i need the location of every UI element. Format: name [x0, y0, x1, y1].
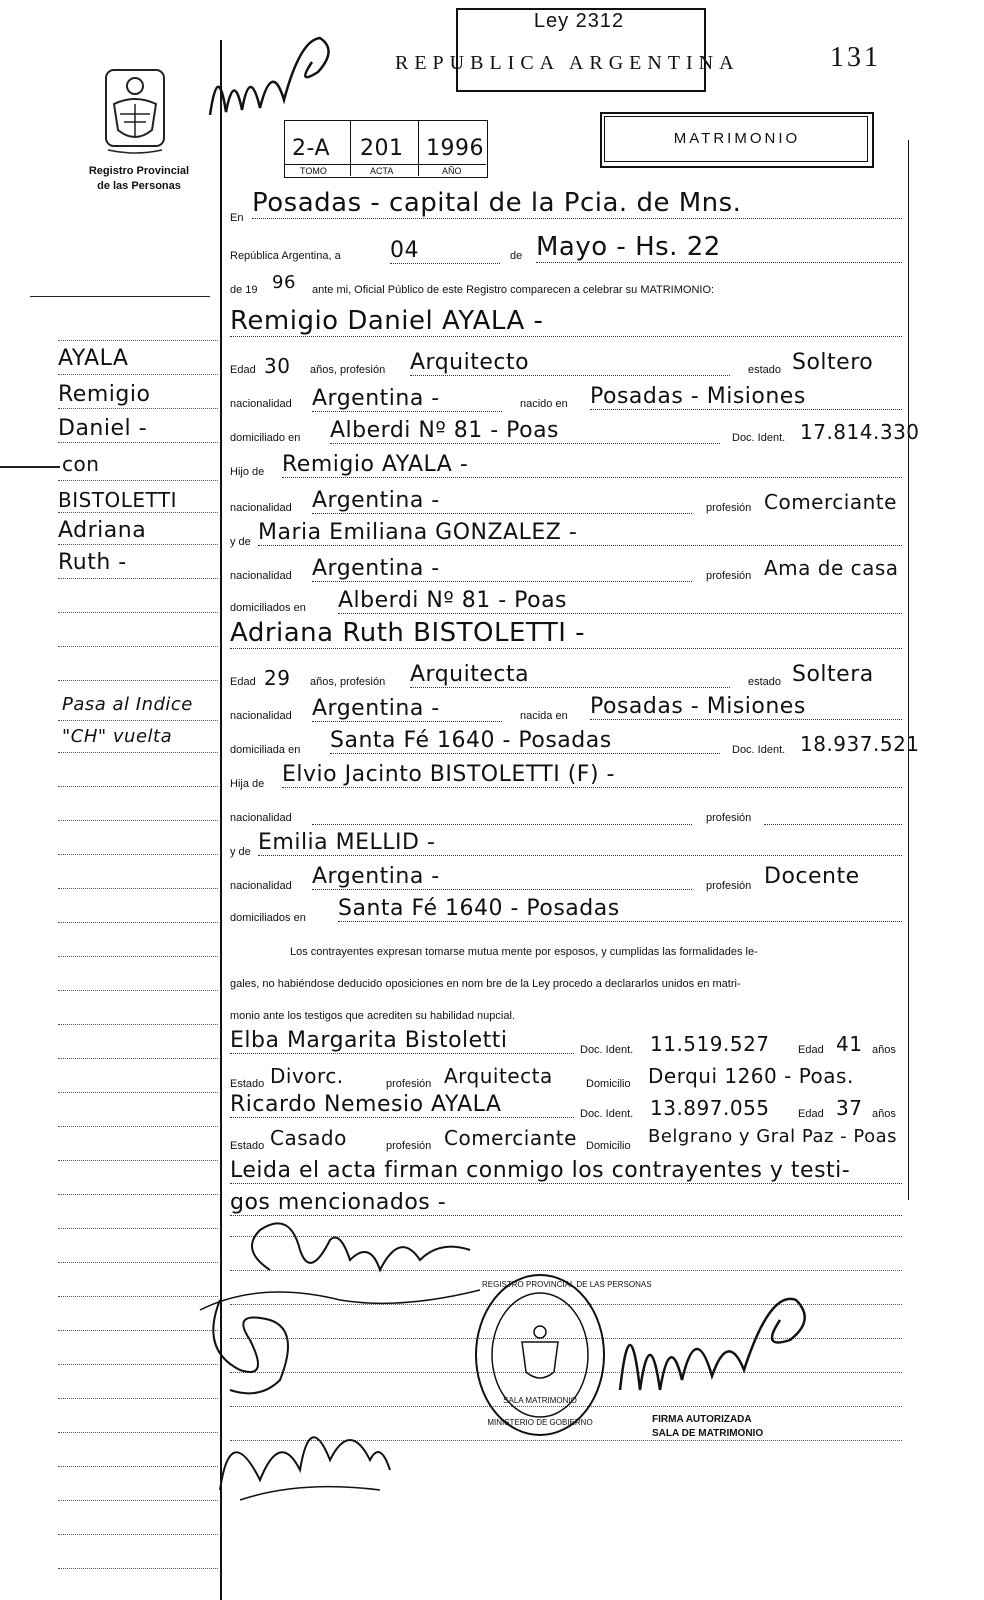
- witness2-doc-label: Doc. Ident.: [580, 1108, 634, 1120]
- witness2-prof-label: profesión: [386, 1140, 432, 1152]
- seal-inner-text: SALA MATRIMONIO: [503, 1396, 577, 1405]
- witness1-doc-label: Doc. Ident.: [580, 1044, 634, 1056]
- witness2-estado-value: Casado: [270, 1126, 347, 1150]
- right-border: [908, 140, 909, 1200]
- witness2-prof-value: Comerciante: [444, 1126, 577, 1150]
- acta-value: 201: [360, 136, 404, 161]
- witness1-estado-value: Divorc.: [270, 1064, 344, 1088]
- groom-hijo-label: Hijo de: [230, 466, 265, 478]
- witness1-dom-label: Domicilio: [586, 1078, 631, 1090]
- bride-parents-dom-value: Santa Fé 1640 - Posadas: [338, 896, 902, 922]
- bride-edad-value: 29: [264, 666, 291, 690]
- anio-label: AÑO: [442, 166, 462, 176]
- witness2-dom-label: Domicilio: [586, 1140, 631, 1152]
- groom-nacido-value: Posadas - Misiones: [590, 384, 902, 410]
- declaration-line1: Los contrayentes expresan tomarse mutua mente por esposos, y cumplidas las formalidades le-: [290, 946, 758, 958]
- declaration-line2: gales, no habiéndose deducido oposiciones en nom bre de la Ley procedo a declararlos unidos en matri-: [230, 978, 741, 990]
- contrayente-signature-2: [200, 1400, 400, 1510]
- margin-con: con: [62, 452, 100, 476]
- groom-mother-nac-value: Argentina -: [312, 556, 692, 582]
- officer-signature-bottom: [600, 1280, 820, 1410]
- groom-domicilio-label: domiciliado en: [230, 432, 301, 444]
- witness1-dom-value: Derqui 1260 - Poas.: [648, 1064, 854, 1088]
- place-value: Posadas - capital de la Pcia. de Mns.: [252, 188, 902, 219]
- groom-nacido-label: nacido en: [520, 398, 568, 410]
- groom-y-de-label: y de: [230, 536, 251, 548]
- bride-estado-value: Soltera: [792, 662, 874, 687]
- margin-groom-name1: Remigio: [58, 382, 151, 407]
- witness1-name: Elba Margarita Bistoletti: [230, 1028, 574, 1054]
- bride-domicilio-label: domiciliada en: [230, 744, 301, 756]
- witness1-edad-label: Edad: [798, 1044, 824, 1056]
- witness1-estado-label: Estado: [230, 1078, 265, 1090]
- bride-estado-label: estado: [748, 676, 782, 688]
- groom-full-name: Remigio Daniel AYALA -: [230, 306, 902, 337]
- registry-name-line1: Registro Provincial: [88, 165, 190, 177]
- groom-domicilio-value: Alberdi Nº 81 - Poas: [330, 418, 720, 444]
- witness2-name: Ricardo Nemesio AYALA: [230, 1092, 574, 1118]
- authority-stamp-line2: SALA DE MATRIMONIO: [652, 1428, 764, 1439]
- month-time-value: Mayo - Hs. 22: [536, 232, 902, 263]
- witness2-dom-value: Belgrano y Gral Paz - Poas: [648, 1126, 897, 1147]
- witness1-doc-value: 11.519.527: [650, 1032, 770, 1056]
- witness1-prof-value: Arquitecta: [444, 1064, 553, 1088]
- margin-bride-name1: Adriana: [58, 518, 147, 543]
- bride-mother-nac-value: Argentina -: [312, 864, 692, 890]
- coat-of-arms-emblem: [100, 64, 170, 156]
- witness2-doc-value: 13.897.055: [650, 1096, 770, 1120]
- bride-father-value: Elvio Jacinto BISTOLETTI (F) -: [282, 762, 902, 788]
- groom-mother-prof-label: profesión: [706, 570, 752, 582]
- margin-bride-surname: BISTOLETTI: [58, 488, 178, 512]
- bride-mother-nac-label: nacionalidad: [230, 880, 292, 892]
- bride-mother-value: Emilia MELLID -: [258, 830, 902, 856]
- bride-father-prof-label: profesión: [706, 812, 752, 824]
- bride-nacida-label: nacida en: [520, 710, 568, 722]
- groom-father-prof-value: Comerciante: [764, 490, 897, 514]
- bride-y-de-label: y de: [230, 846, 251, 858]
- seal-bottom-text: MINISTERIO DE GOBIERNO: [487, 1418, 593, 1427]
- bride-doc-label: Doc. Ident.: [732, 744, 786, 756]
- witness2-estado-label: Estado: [230, 1140, 265, 1152]
- witness1-anios: años: [872, 1044, 896, 1056]
- bride-hija-label: Hija de: [230, 778, 265, 790]
- groom-anios-profesion: años, profesión: [310, 364, 386, 376]
- groom-nacionalidad-label: nacionalidad: [230, 398, 292, 410]
- bride-father-nac-label: nacionalidad: [230, 812, 292, 824]
- seal-ring-text: REGISTRO PROVINCIAL DE LAS PERSONAS: [482, 1280, 652, 1289]
- groom-father-nac-value: Argentina -: [312, 488, 692, 514]
- bride-profesion-value: Arquitecta: [410, 662, 730, 688]
- witness2-edad-value: 37: [836, 1096, 863, 1120]
- witness1-edad-value: 41: [836, 1032, 863, 1056]
- bride-domicilio-value: Santa Fé 1640 - Posadas: [330, 728, 720, 754]
- groom-mother-value: Maria Emiliana GONZALEZ -: [258, 520, 902, 546]
- bride-mother-prof-label: profesión: [706, 880, 752, 892]
- en-label: En: [230, 212, 244, 224]
- groom-nacionalidad-value: Argentina -: [312, 386, 502, 412]
- tomo-value: 2-A: [292, 136, 331, 161]
- witness1-prof-label: profesión: [386, 1078, 432, 1090]
- tomo-label: TOMO: [300, 166, 327, 176]
- bride-doc-value: 18.937.521: [800, 732, 920, 756]
- margin-note-vuelta: "CH" vuelta: [62, 726, 173, 747]
- officer-signature-top: [200, 20, 340, 130]
- law-stamp-text: Ley 2312: [533, 10, 625, 32]
- groom-parents-dom-value: Alberdi Nº 81 - Poas: [338, 588, 902, 614]
- bride-nacionalidad-value: Argentina -: [312, 696, 502, 722]
- groom-edad-label: Edad: [230, 364, 256, 376]
- year-suffix: 96: [272, 272, 296, 293]
- margin-bride-name2: Ruth -: [58, 550, 127, 575]
- bride-anios-profesion: años, profesión: [310, 676, 386, 688]
- closing-line2: gos mencionados -: [230, 1190, 902, 1216]
- groom-doc-label: Doc. Ident.: [732, 432, 786, 444]
- groom-estado-value: Soltero: [792, 350, 874, 375]
- year-prefix: de 19: [230, 284, 258, 296]
- groom-mother-nac-label: nacionalidad: [230, 570, 292, 582]
- certificate-type-label: MATRIMONIO: [673, 130, 801, 147]
- groom-estado-label: estado: [748, 364, 782, 376]
- bride-edad-label: Edad: [230, 676, 256, 688]
- groom-father-value: Remigio AYALA -: [282, 452, 902, 478]
- groom-parents-dom-label: domiciliados en: [230, 602, 306, 614]
- margin-note-index: Pasa al Indice: [62, 694, 193, 715]
- de-label: de: [510, 250, 523, 262]
- groom-edad-value: 30: [264, 354, 291, 378]
- witness2-anios: años: [872, 1108, 896, 1120]
- contrayente-signature-1: [180, 1290, 320, 1410]
- acta-label: ACTA: [370, 166, 394, 176]
- declaration-line3: monio ante los testigos que acrediten su habilidad nupcial.: [230, 1010, 515, 1022]
- bride-nacionalidad-label: nacionalidad: [230, 710, 292, 722]
- oath-text: ante mi, Oficial Público de este Registro comparecen a celebrar su MATRIMONIO:: [312, 284, 715, 296]
- groom-father-nac-label: nacionalidad: [230, 502, 292, 514]
- authority-stamp-line1: FIRMA AUTORIZADA: [652, 1414, 752, 1425]
- groom-father-prof-label: profesión: [706, 502, 752, 514]
- margin-groom-name2: Daniel -: [58, 416, 148, 441]
- margin-groom-surname: AYALA: [58, 346, 129, 371]
- groom-mother-prof-value: Ama de casa: [764, 556, 899, 580]
- bride-mother-prof-value: Docente: [764, 864, 860, 889]
- witness2-edad-label: Edad: [798, 1108, 824, 1120]
- republic-header: REPUBLICA ARGENTINA: [395, 52, 740, 74]
- official-seal: [470, 1270, 652, 1440]
- republic-prefix: República Argentina, a: [230, 250, 341, 262]
- page-number: 131: [830, 42, 881, 73]
- groom-profesion-value: Arquitecto: [410, 350, 730, 376]
- anio-value: 1996: [426, 136, 484, 161]
- groom-doc-value: 17.814.330: [800, 420, 920, 444]
- day-value: 04: [390, 238, 500, 264]
- closing-line1: Leida el acta firman conmigo los contrayentes y testi-: [230, 1158, 902, 1184]
- bride-nacida-value: Posadas - Misiones: [590, 694, 902, 720]
- registry-name-line2: de las Personas: [97, 180, 181, 192]
- bride-full-name: Adriana Ruth BISTOLETTI -: [230, 618, 902, 649]
- bride-parents-dom-label: domiciliados en: [230, 912, 306, 924]
